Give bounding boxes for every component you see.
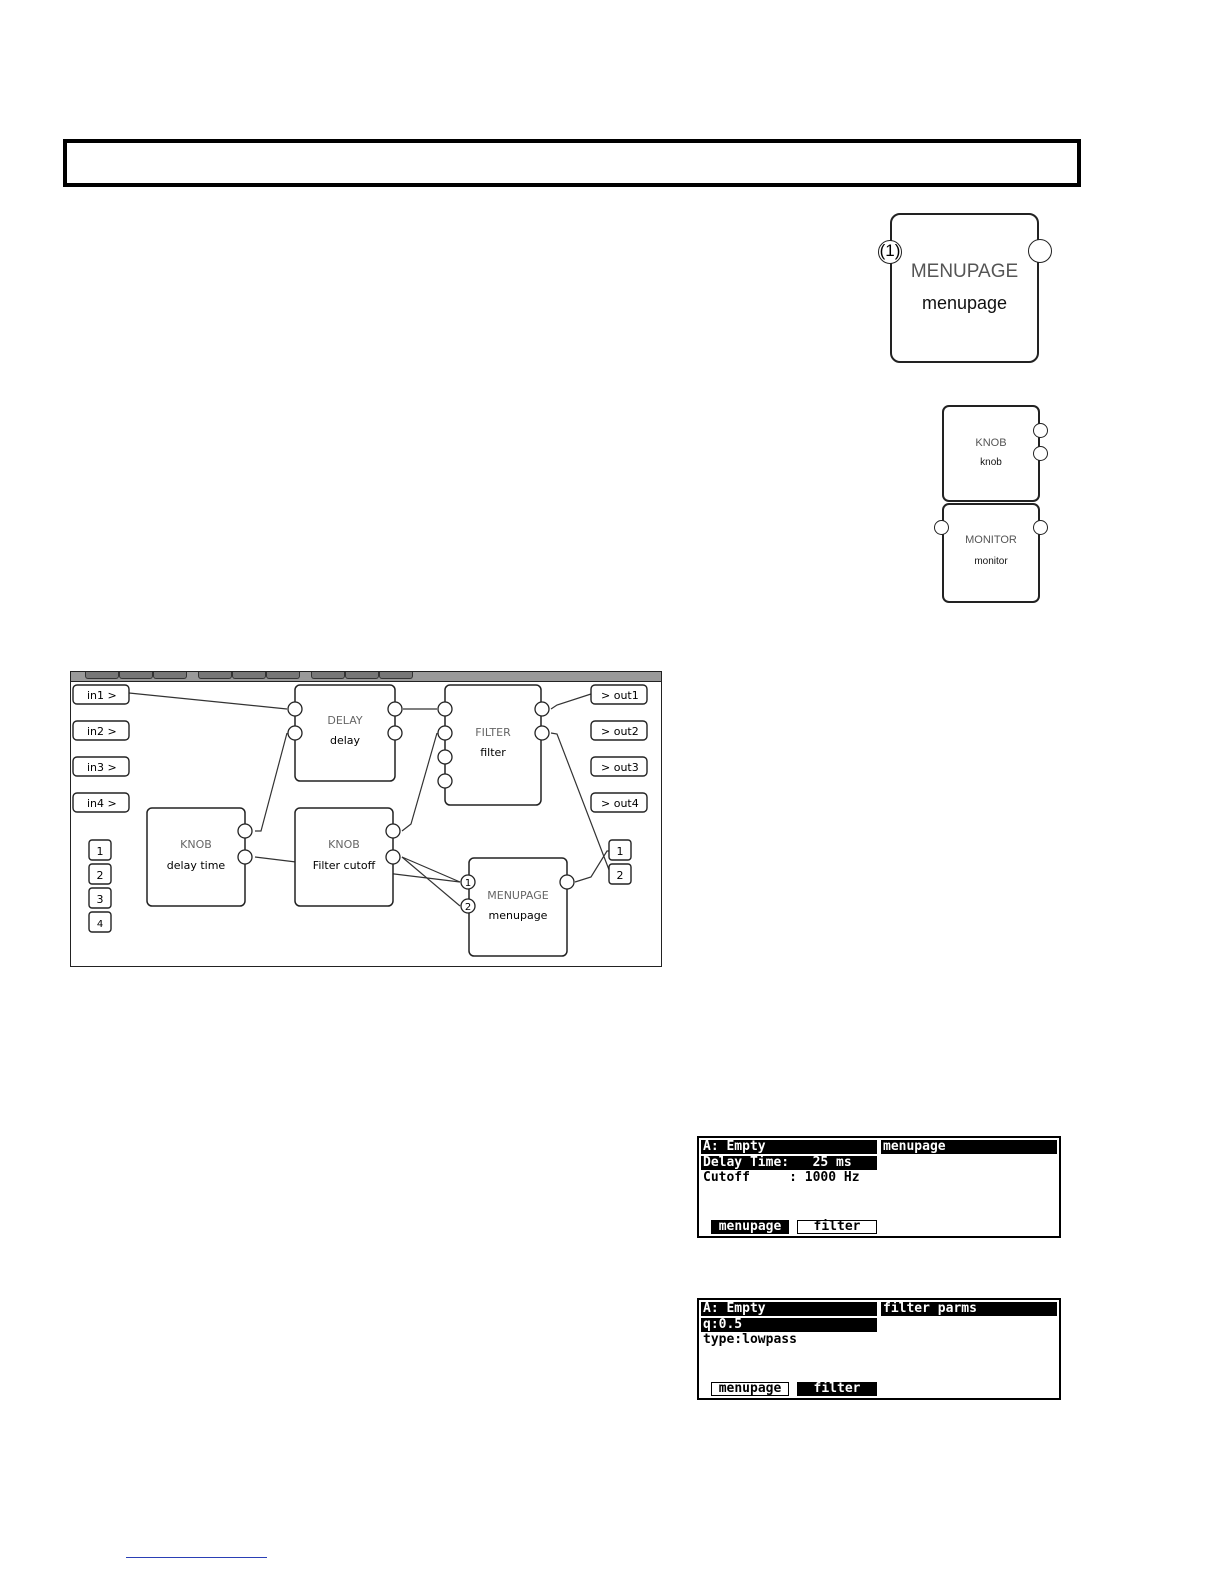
menupage-output-port: [1028, 239, 1052, 263]
lcd-tab-menupage[interactable]: menupage: [711, 1382, 789, 1396]
lcd-title-right: menupage: [881, 1140, 1057, 1154]
knob-delay-out-port-2: [238, 850, 252, 864]
menupage-module[interactable]: [469, 858, 567, 956]
left-number-1: 1: [96, 845, 104, 858]
menupage-out-port: [560, 875, 574, 889]
output-label-1: > out1: [601, 689, 639, 702]
output-label-4: > out4: [601, 797, 639, 810]
delay-out-port-2: [388, 726, 402, 740]
menupage-port-label-2: 2: [464, 902, 472, 913]
knob-filter-cutoff-module[interactable]: [295, 808, 393, 906]
knob-filter-type: KNOB: [328, 838, 360, 851]
menupage-module-illustration: [890, 213, 1039, 363]
knob-delay-time-module[interactable]: [147, 808, 245, 906]
menupage-input-port-label: (1): [879, 241, 901, 260]
module-name-label: monitor: [974, 556, 1008, 567]
input-label-4: in4 >: [87, 797, 117, 810]
left-number-3: 3: [96, 893, 104, 906]
cable-in1-delay: [129, 693, 287, 709]
knob-module-illustration: [942, 405, 1040, 502]
filter-out-port-1: [535, 702, 549, 716]
knob-delay-name: delay time: [166, 859, 226, 872]
filter-module-type: FILTER: [475, 726, 511, 739]
lcd-row-cutoff[interactable]: Cutoff : 1000 Hz: [703, 1170, 860, 1185]
menupage-module-name: menupage: [488, 909, 548, 922]
knob-filter-out-port-2: [386, 850, 400, 864]
filter-out-port-2: [535, 726, 549, 740]
input-boxes: [73, 685, 129, 812]
cable-knob-delay: [255, 733, 287, 831]
left-number-2: 2: [96, 869, 104, 882]
lcd-tab-filter[interactable]: filter: [797, 1220, 877, 1234]
knob-delay-type: KNOB: [180, 838, 212, 851]
monitor-input-port: [934, 520, 949, 535]
lcd-screen-filter: [697, 1298, 1061, 1400]
right-number-2: 2: [616, 869, 624, 882]
menupage-module-type: MENUPAGE: [487, 889, 549, 902]
module-type-label: MENUPAGE: [910, 261, 1019, 282]
lcd-title-left: A: Empty: [701, 1140, 877, 1154]
left-number-boxes: [89, 840, 111, 932]
filter-in-port-4: [438, 774, 452, 788]
filter-module-name: filter: [480, 746, 506, 759]
filter-in-port-1: [438, 702, 452, 716]
module-name-label: menupage: [921, 293, 1008, 313]
knob-output-port-1: [1033, 423, 1048, 438]
output-label-3: > out3: [601, 761, 639, 774]
lcd-row-q[interactable]: q:0.5: [701, 1318, 877, 1332]
section-header-bar: [63, 139, 1081, 187]
knob-delay-out-port-1: [238, 824, 252, 838]
input-label-2: in2 >: [87, 725, 117, 738]
menupage-port-label-1: 1: [464, 878, 472, 889]
output-label-2: > out2: [601, 725, 639, 738]
lcd-row-type[interactable]: type:lowpass: [703, 1332, 797, 1347]
cable-filter-out1: [551, 694, 591, 709]
lcd-tab-filter[interactable]: filter: [797, 1382, 877, 1396]
cable-menupage-num1: [575, 851, 612, 882]
input-label-1: in1 >: [87, 689, 117, 702]
patch-editor-window: [70, 671, 662, 967]
lcd-screen-menupage: [697, 1136, 1061, 1238]
delay-in-port-2: [288, 726, 302, 740]
right-number-1: 1: [616, 845, 624, 858]
cable-knob-filter: [402, 733, 437, 831]
monitor-module-illustration: [942, 503, 1040, 603]
module-type-label: KNOB: [975, 437, 1007, 449]
module-type-label: MONITOR: [965, 534, 1017, 546]
lcd-title-right: filter parms: [881, 1302, 1057, 1316]
delay-in-port-1: [288, 702, 302, 716]
knob-filter-name: Filter cutoff: [312, 859, 376, 872]
monitor-output-port: [1033, 520, 1048, 535]
delay-module[interactable]: [295, 685, 395, 781]
output-boxes: [591, 685, 647, 812]
knob-filter-out-port-1: [386, 824, 400, 838]
lcd-tab-menupage[interactable]: menupage: [711, 1220, 789, 1234]
delay-out-port-1: [388, 702, 402, 716]
lcd-title-left: A: Empty: [701, 1302, 877, 1316]
delay-module-type: DELAY: [327, 714, 363, 727]
lcd-row-delay-time[interactable]: Delay Time: 25 ms: [701, 1156, 877, 1170]
knob-output-port-2: [1033, 446, 1048, 461]
module-name-label: knob: [980, 457, 1002, 468]
filter-in-port-2: [438, 726, 452, 740]
left-number-4: 4: [96, 919, 104, 930]
filter-module[interactable]: [445, 685, 541, 805]
delay-module-name: delay: [329, 734, 361, 747]
input-label-3: in3 >: [87, 761, 117, 774]
filter-in-port-3: [438, 750, 452, 764]
footer-link-underline: [126, 1557, 267, 1558]
patch-editor-canvas: [71, 672, 661, 966]
right-number-boxes: [609, 840, 631, 884]
